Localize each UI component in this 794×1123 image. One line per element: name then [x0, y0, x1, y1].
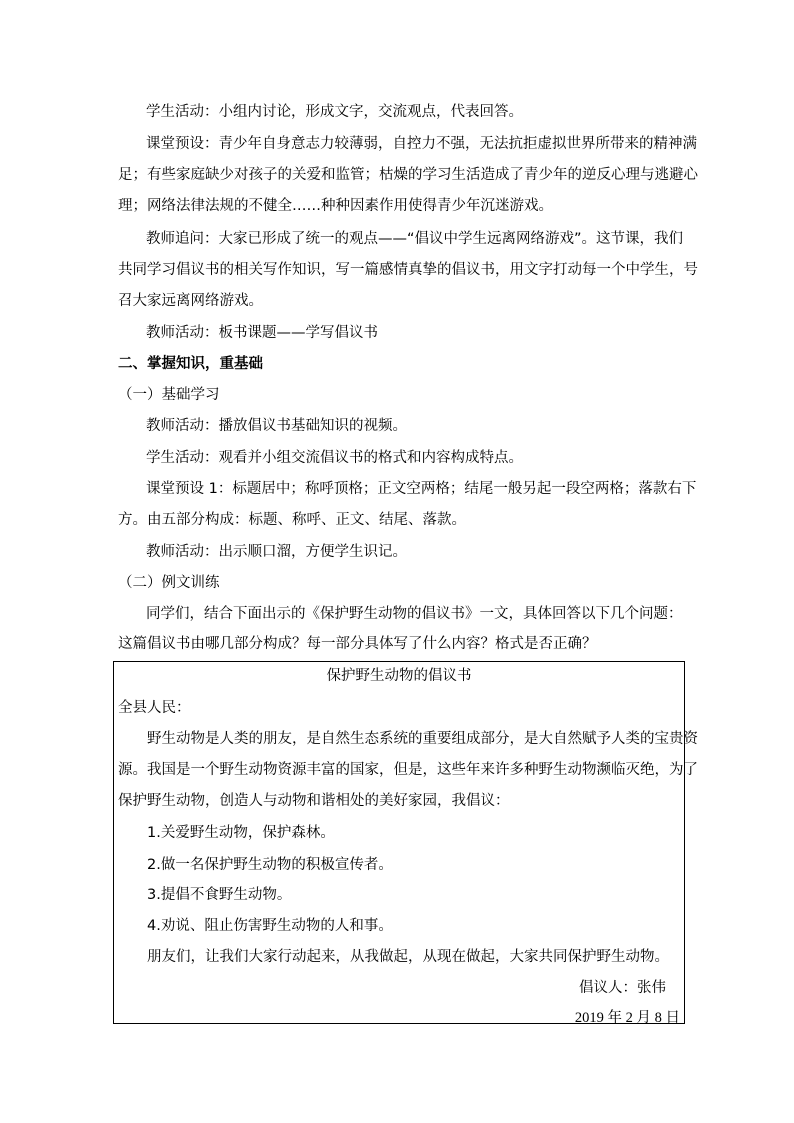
example-item-3: 3.提倡不食野生动物。: [147, 887, 292, 903]
paragraph-preset-format-line-1: 课堂预设 1：标题居中；称呼顶格；正文空两格；结尾一般另起一段空两格；落款右下: [146, 481, 697, 497]
example-letter-box: [113, 661, 698, 1026]
example-body-line-1: 野生动物是人类的朋友，是自然生态系统的重要组成部分，是大自然赋予人类的宝贵资: [147, 731, 698, 747]
paragraph-teacher-question-line-1: 教师追问：大家已形成了统一的观点——“倡议中学生远离网络游戏”。这节课，我们: [146, 231, 684, 247]
paragraph-board-title: 教师活动：板书课题——学写倡议书: [146, 325, 378, 341]
example-item-2: 2.做一名保护野生动物的积极宣传者。: [147, 857, 393, 873]
paragraph-preset-format-line-2: 方。由五部分构成：标题、称呼、正文、结尾、落款。: [118, 512, 466, 528]
paragraph-teacher-video: 教师活动：播放倡议书基础知识的视频。: [146, 418, 407, 434]
paragraph-preset-line-3: 理；网络法律法规的不健全……种种因素作用使得青少年沉迷游戏。: [118, 198, 553, 214]
example-title: 保护野生动物的倡议书: [326, 668, 472, 684]
example-item-1: 1.关爱野生动物，保护森林。: [147, 825, 335, 841]
paragraph-preset-line-2: 足；有些家庭缺少对孩子的关爱和监管；枯燥的学习生活造成了青少年的逆反心理与逃避心: [118, 167, 698, 183]
example-body-line-3: 保护野生动物，创造人与动物和谐相处的美好家园，我倡议：: [118, 793, 510, 809]
example-signer: 倡议人：张伟: [579, 980, 666, 996]
section-heading-2: 二、掌握知识，重基础: [118, 356, 263, 372]
example-salutation: 全县人民：: [118, 700, 191, 716]
paragraph-teacher-question-line-2: 共同学习倡议书的相关写作知识，写一篇感情真挚的倡议书，用文字打动每一个中学生，号: [118, 262, 698, 278]
paragraph-student-observe: 学生活动：观看并小组交流倡议书的格式和内容构成特点。: [146, 450, 523, 466]
paragraph-preset-line-1: 课堂预设：青少年自身意志力较薄弱，自控力不强，无法抗拒虚拟世界所带来的精神满: [146, 136, 697, 152]
example-closing: 朋友们，让我们大家行动起来，从我做起，从现在做起，大家共同保护野生动物。: [147, 949, 669, 965]
example-item-4: 4.劝说、阻止伤害野生动物的人和事。: [147, 918, 393, 934]
paragraph-questions-line-1: 同学们，结合下面出示的《保护野生动物的倡议书》一文，具体回答以下几个问题：: [146, 606, 683, 622]
subsection-example-training: （二）例文训练: [118, 575, 220, 591]
paragraph-teacher-question-line-3: 召大家远离网络游戏。: [118, 293, 263, 309]
paragraph-questions-line-2: 这篇倡议书由哪几部分构成？每一部分具体写了什么内容？格式是否正确？: [118, 636, 597, 652]
example-body-line-2: 源。我国是一个野生动物资源丰富的国家，但是，这些年来许多种野生动物濒临灭绝，为了: [118, 762, 698, 778]
paragraph-student-activity-1: 学生活动：小组内讨论，形成文字，交流观点，代表回答。: [146, 104, 523, 120]
subsection-basic-learning: （一）基础学习: [118, 387, 220, 403]
paragraph-teacher-rhyme: 教师活动：出示顺口溜，方便学生识记。: [146, 544, 407, 560]
example-date: 2019 年 2 月 8 日: [574, 1010, 680, 1026]
